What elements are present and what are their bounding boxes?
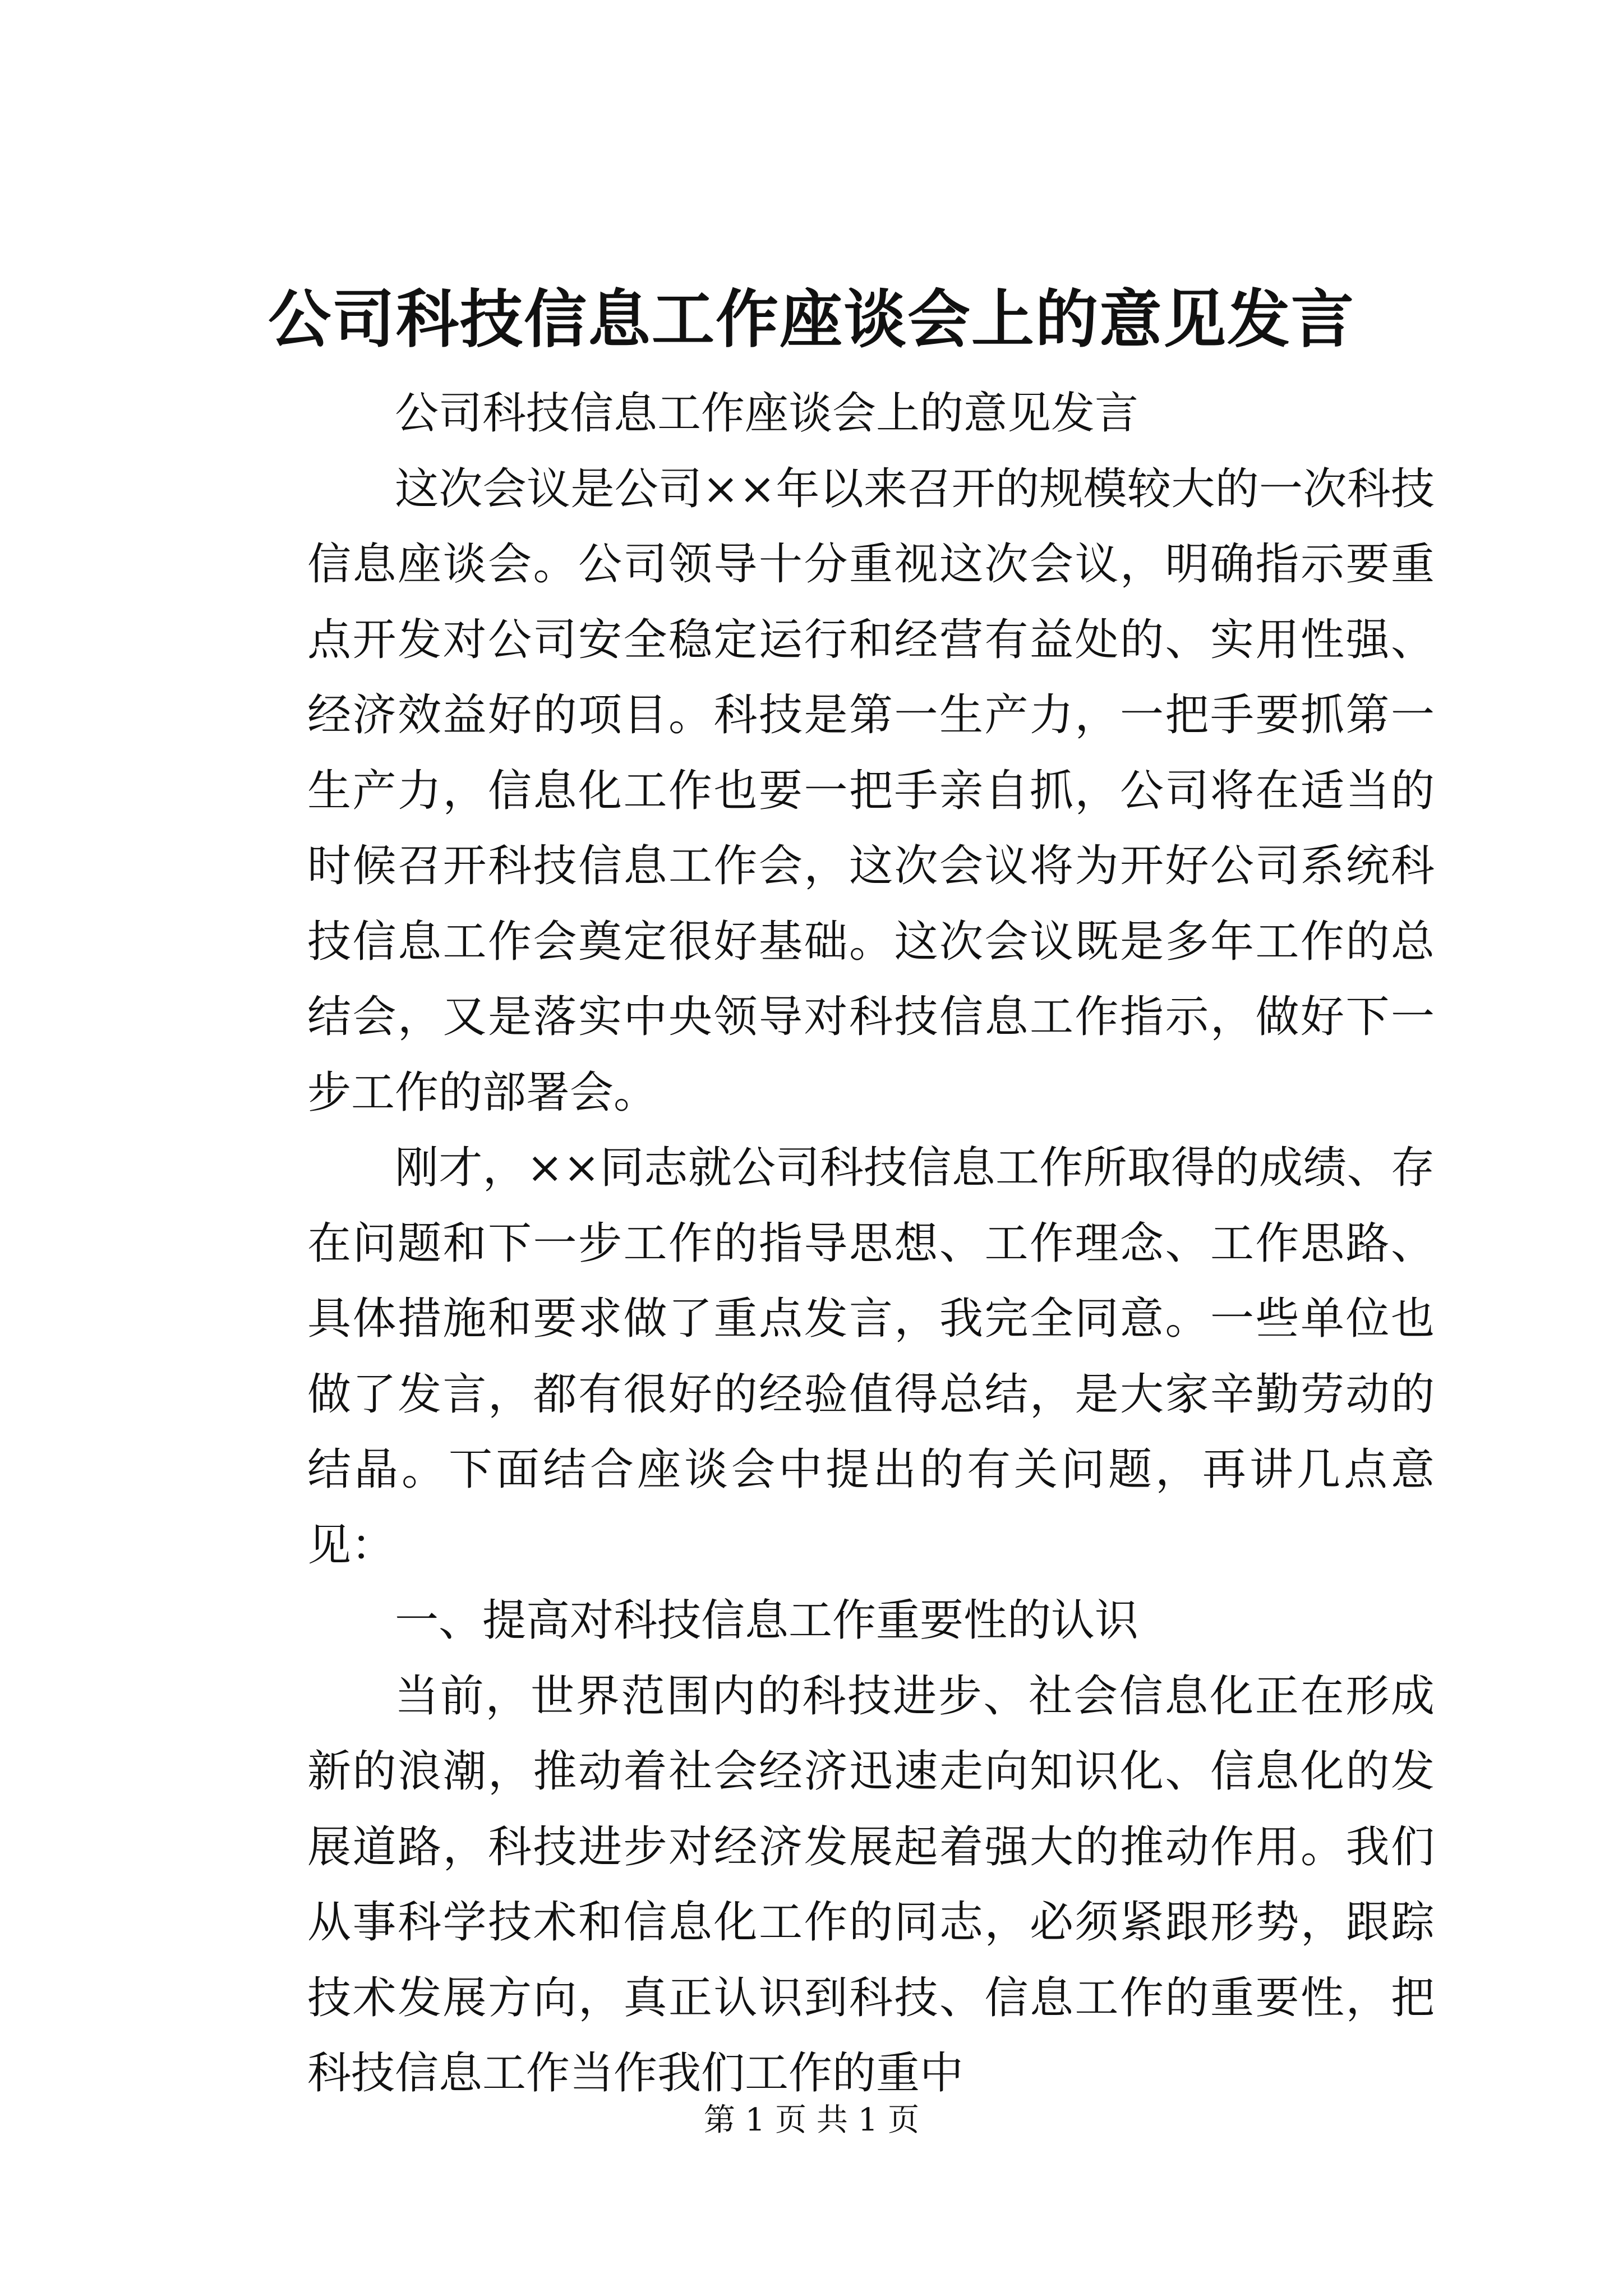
page-number-footer: 第 1 页 共 1 页 xyxy=(703,2102,920,2138)
document-body xyxy=(307,376,1435,2111)
body-paragraph: 当前，世界范围内的科技进步、社会信息化正在形成新的浪潮，推动着社会经济迅速走向知识化、信息化的发展道路，科技进步对经济发展起着强大的推动作用。我们从事科学技术和信息化工作的同志，必须紧跟形势，跟踪技术发展方向，真正认识到科技、信息工作的重要性，把科技信息工作当作我们工作的重中 xyxy=(307,1671,1435,2099)
document-title: 公司科技信息工作座谈会上的意见发言 xyxy=(268,283,1355,356)
subtitle-paragraph: 公司科技信息工作座谈会上的意见发言 xyxy=(395,388,1139,439)
body-paragraph: 这次会议是公司××年以来召开的规模较大的一次科技信息座谈会。公司领导十分重视这次会议，明确指示要重点开发对公司安全稳定运行和经营有益处的、实用性强、经济效益好的项目。科技是第一生产力，一把手要抓第一生产力，信息化工作也要一把手亲自抓，公司将在适当的时候召开科技信息工作会，这次会议将为开好公司系统科技信息工作会奠定很好基础。这次会议既是多年工作的总结会，又是落实中央领导对科技信息工作指示，做好下一步工作的部署会。 xyxy=(307,463,1435,1118)
body-paragraph: 刚才，××同志就公司科技信息工作所取得的成绩、存在问题和下一步工作的指导思想、工作理念、工作思路、具体措施和要求做了重点发言，我完全同意。一些单位也做了发言，都有很好的经验值得总结，是大家辛勤劳动的结晶。下面结合座谈会中提出的有关问题，再讲几点意见： xyxy=(307,1143,1435,1571)
section-heading: 一、提高对科技信息工作重要性的认识 xyxy=(395,1595,1139,1646)
